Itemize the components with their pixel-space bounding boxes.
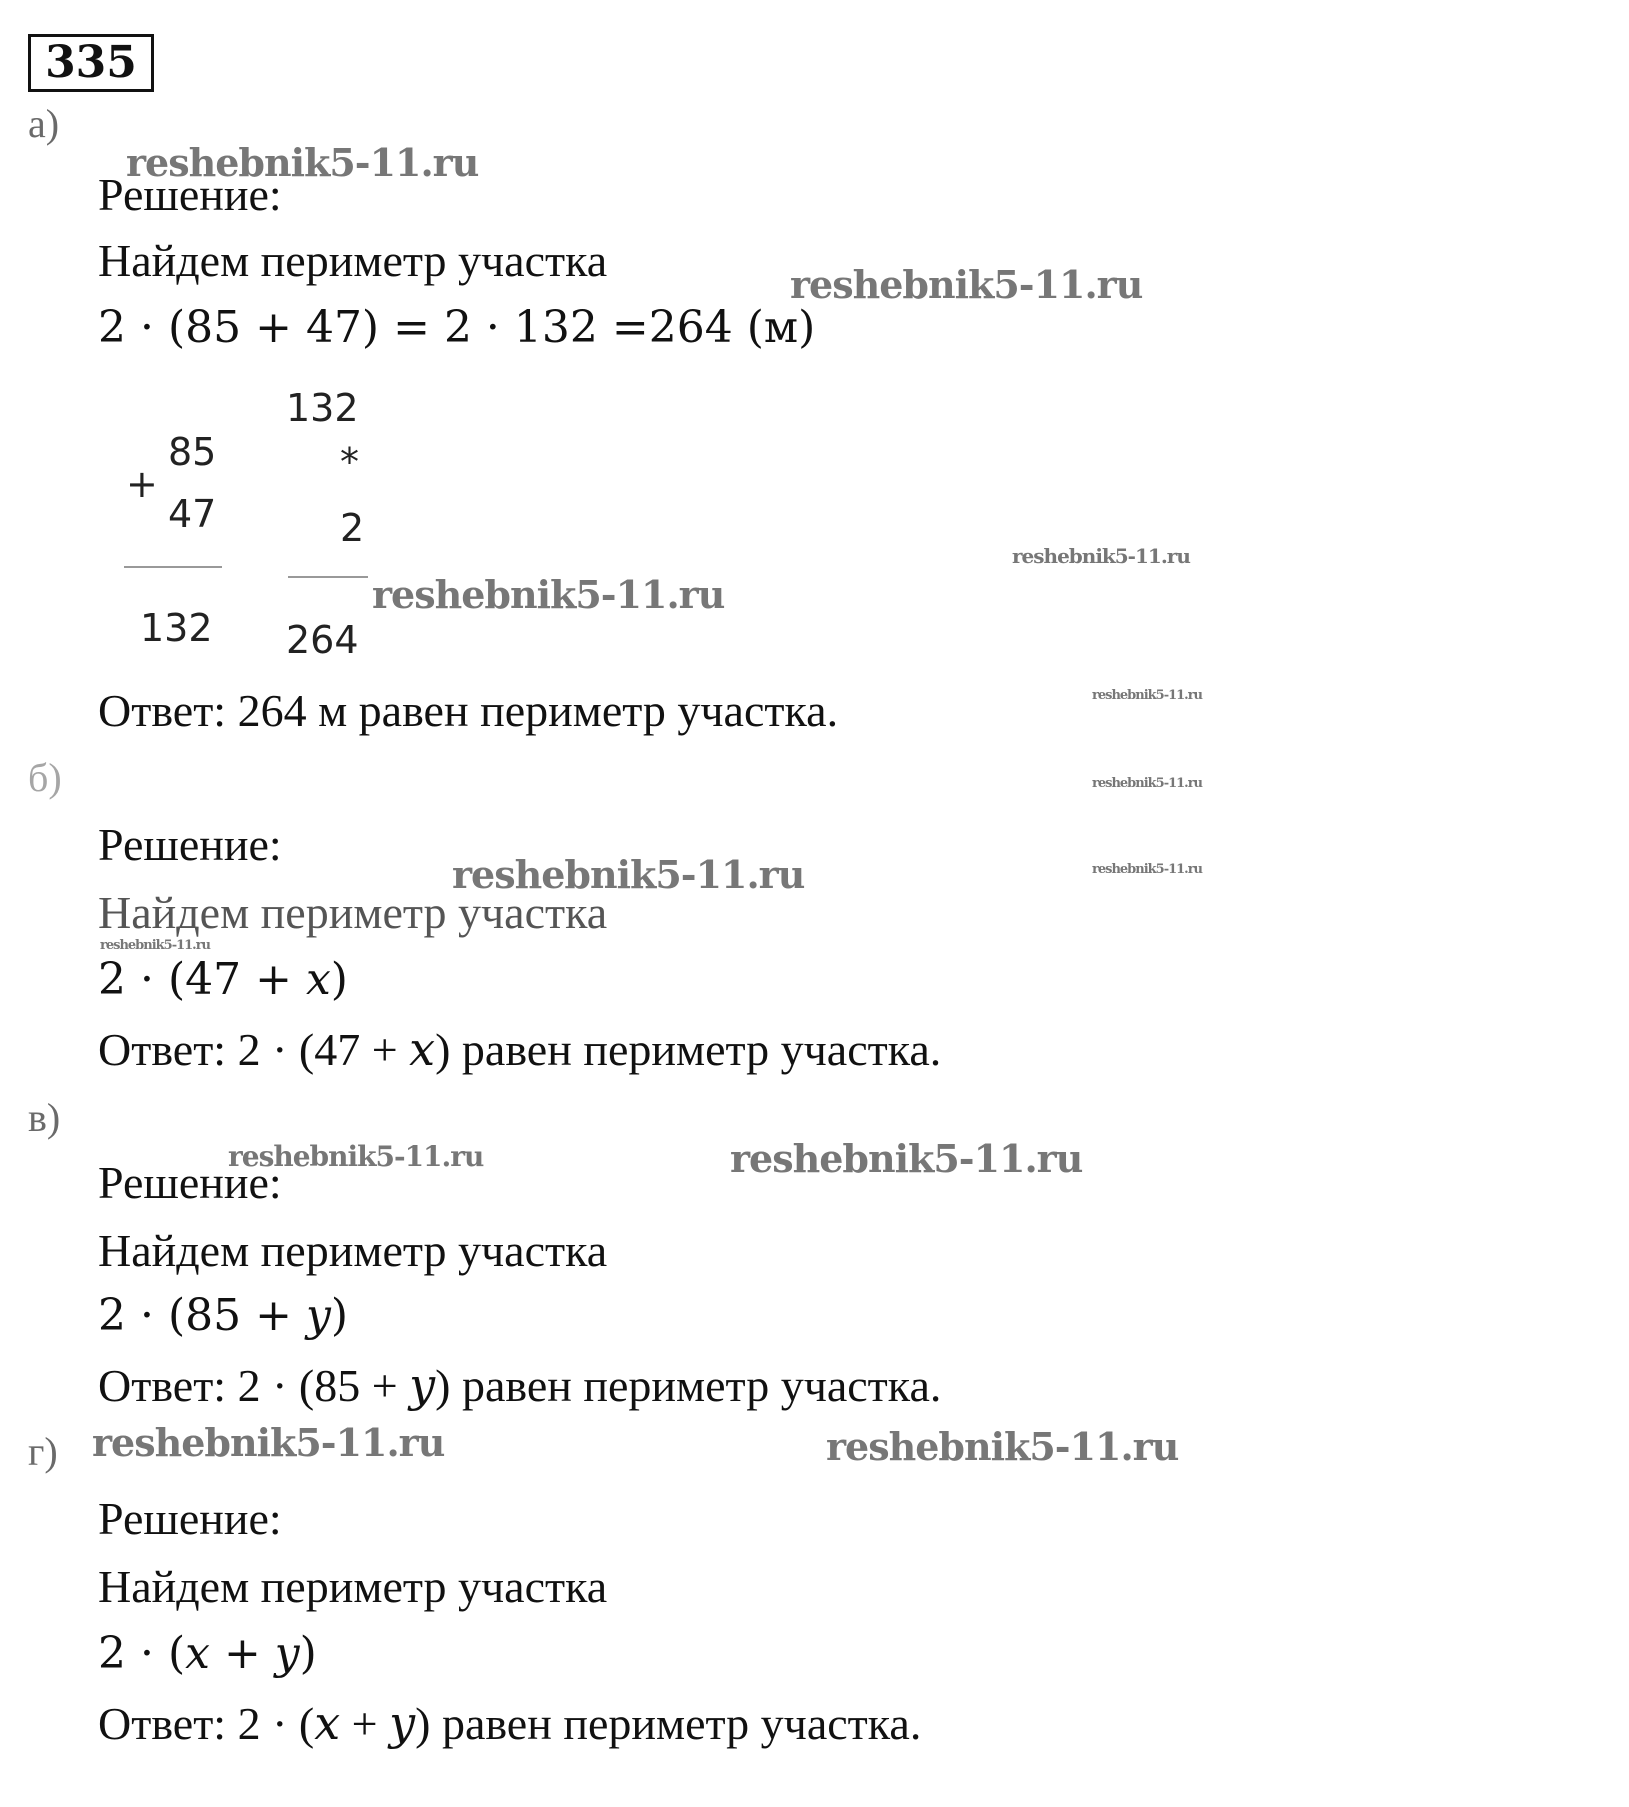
multiplication-operand-a: 132 xyxy=(286,386,359,430)
task-number: 335 xyxy=(28,34,154,92)
part-a-find-text: Найдем периметр участка xyxy=(98,235,608,286)
addition-sign: + xyxy=(126,462,158,506)
watermark: reshebnik5-11.ru xyxy=(126,140,479,185)
part-a-answer: Ответ: 264 м равен периметр участка. xyxy=(98,685,839,736)
part-a-letter: а) xyxy=(28,101,60,146)
multiplication-sign: * xyxy=(340,440,359,484)
watermark: reshebnik5-11.ru xyxy=(452,852,805,897)
part-c-solution-label: Решение: xyxy=(98,1157,282,1208)
variable-y: y xyxy=(389,1696,416,1750)
part-b-letter: б) xyxy=(28,755,62,800)
multiplication-operand-b: 2 xyxy=(340,506,365,550)
variable-x: x xyxy=(314,1696,341,1750)
watermark: reshebnik5-11.ru xyxy=(100,938,211,953)
variable-x: x xyxy=(185,1628,210,1679)
part-d-solution-label: Решение: xyxy=(98,1493,282,1544)
part-c-answer: Ответ: 2 · (85 + y) равен периметр участка. xyxy=(98,1358,942,1412)
part-a-expression: 2 · (85 + 47) = 2 · 132 =264 (м) xyxy=(98,302,816,353)
part-b-expression: 2 · (47 + x) xyxy=(98,954,348,1005)
multiplication-rule xyxy=(288,576,368,578)
watermark: reshebnik5-11.ru xyxy=(1092,862,1203,877)
part-a-solution-label: Решение: xyxy=(98,169,282,220)
part-b-answer: Ответ: 2 · (47 + x) равен периметр участка. xyxy=(98,1022,942,1076)
addition-operand-b: 47 xyxy=(168,492,217,536)
addition-operand-a: 85 xyxy=(168,430,217,474)
variable-y: y xyxy=(305,1290,331,1341)
watermark: reshebnik5-11.ru xyxy=(1092,688,1203,703)
variable-y: y xyxy=(274,1628,300,1679)
watermark: reshebnik5-11.ru xyxy=(1092,776,1203,791)
part-d-letter: г) xyxy=(28,1429,58,1474)
variable-x: x xyxy=(409,1022,436,1076)
addition-rule xyxy=(124,566,222,568)
part-d-find-text: Найдем периметр участка xyxy=(98,1561,608,1612)
part-b-solution-label: Решение: xyxy=(98,819,282,870)
part-c-expression: 2 · (85 + y) xyxy=(98,1290,348,1341)
variable-y: y xyxy=(409,1358,436,1412)
multiplication-result: 264 xyxy=(286,618,359,662)
addition-result: 132 xyxy=(140,606,213,650)
part-d-answer: Ответ: 2 · (x + y) равен периметр участка. xyxy=(98,1696,922,1750)
part-c-find-text: Найдем периметр участка xyxy=(98,1225,608,1276)
watermark: reshebnik5-11.ru xyxy=(228,1140,484,1173)
watermark: reshebnik5-11.ru xyxy=(826,1424,1179,1469)
watermark: reshebnik5-11.ru xyxy=(790,262,1143,307)
watermark: reshebnik5-11.ru xyxy=(730,1136,1083,1181)
watermark: reshebnik5-11.ru xyxy=(1012,544,1190,568)
watermark: reshebnik5-11.ru xyxy=(92,1420,445,1465)
watermark: reshebnik5-11.ru xyxy=(372,572,725,617)
part-d-expression: 2 · (x + y) xyxy=(98,1628,317,1679)
part-c-letter: в) xyxy=(28,1095,61,1140)
variable-x: x xyxy=(305,954,331,1005)
part-b-find-text: Найдем периметр участка xyxy=(98,887,608,938)
